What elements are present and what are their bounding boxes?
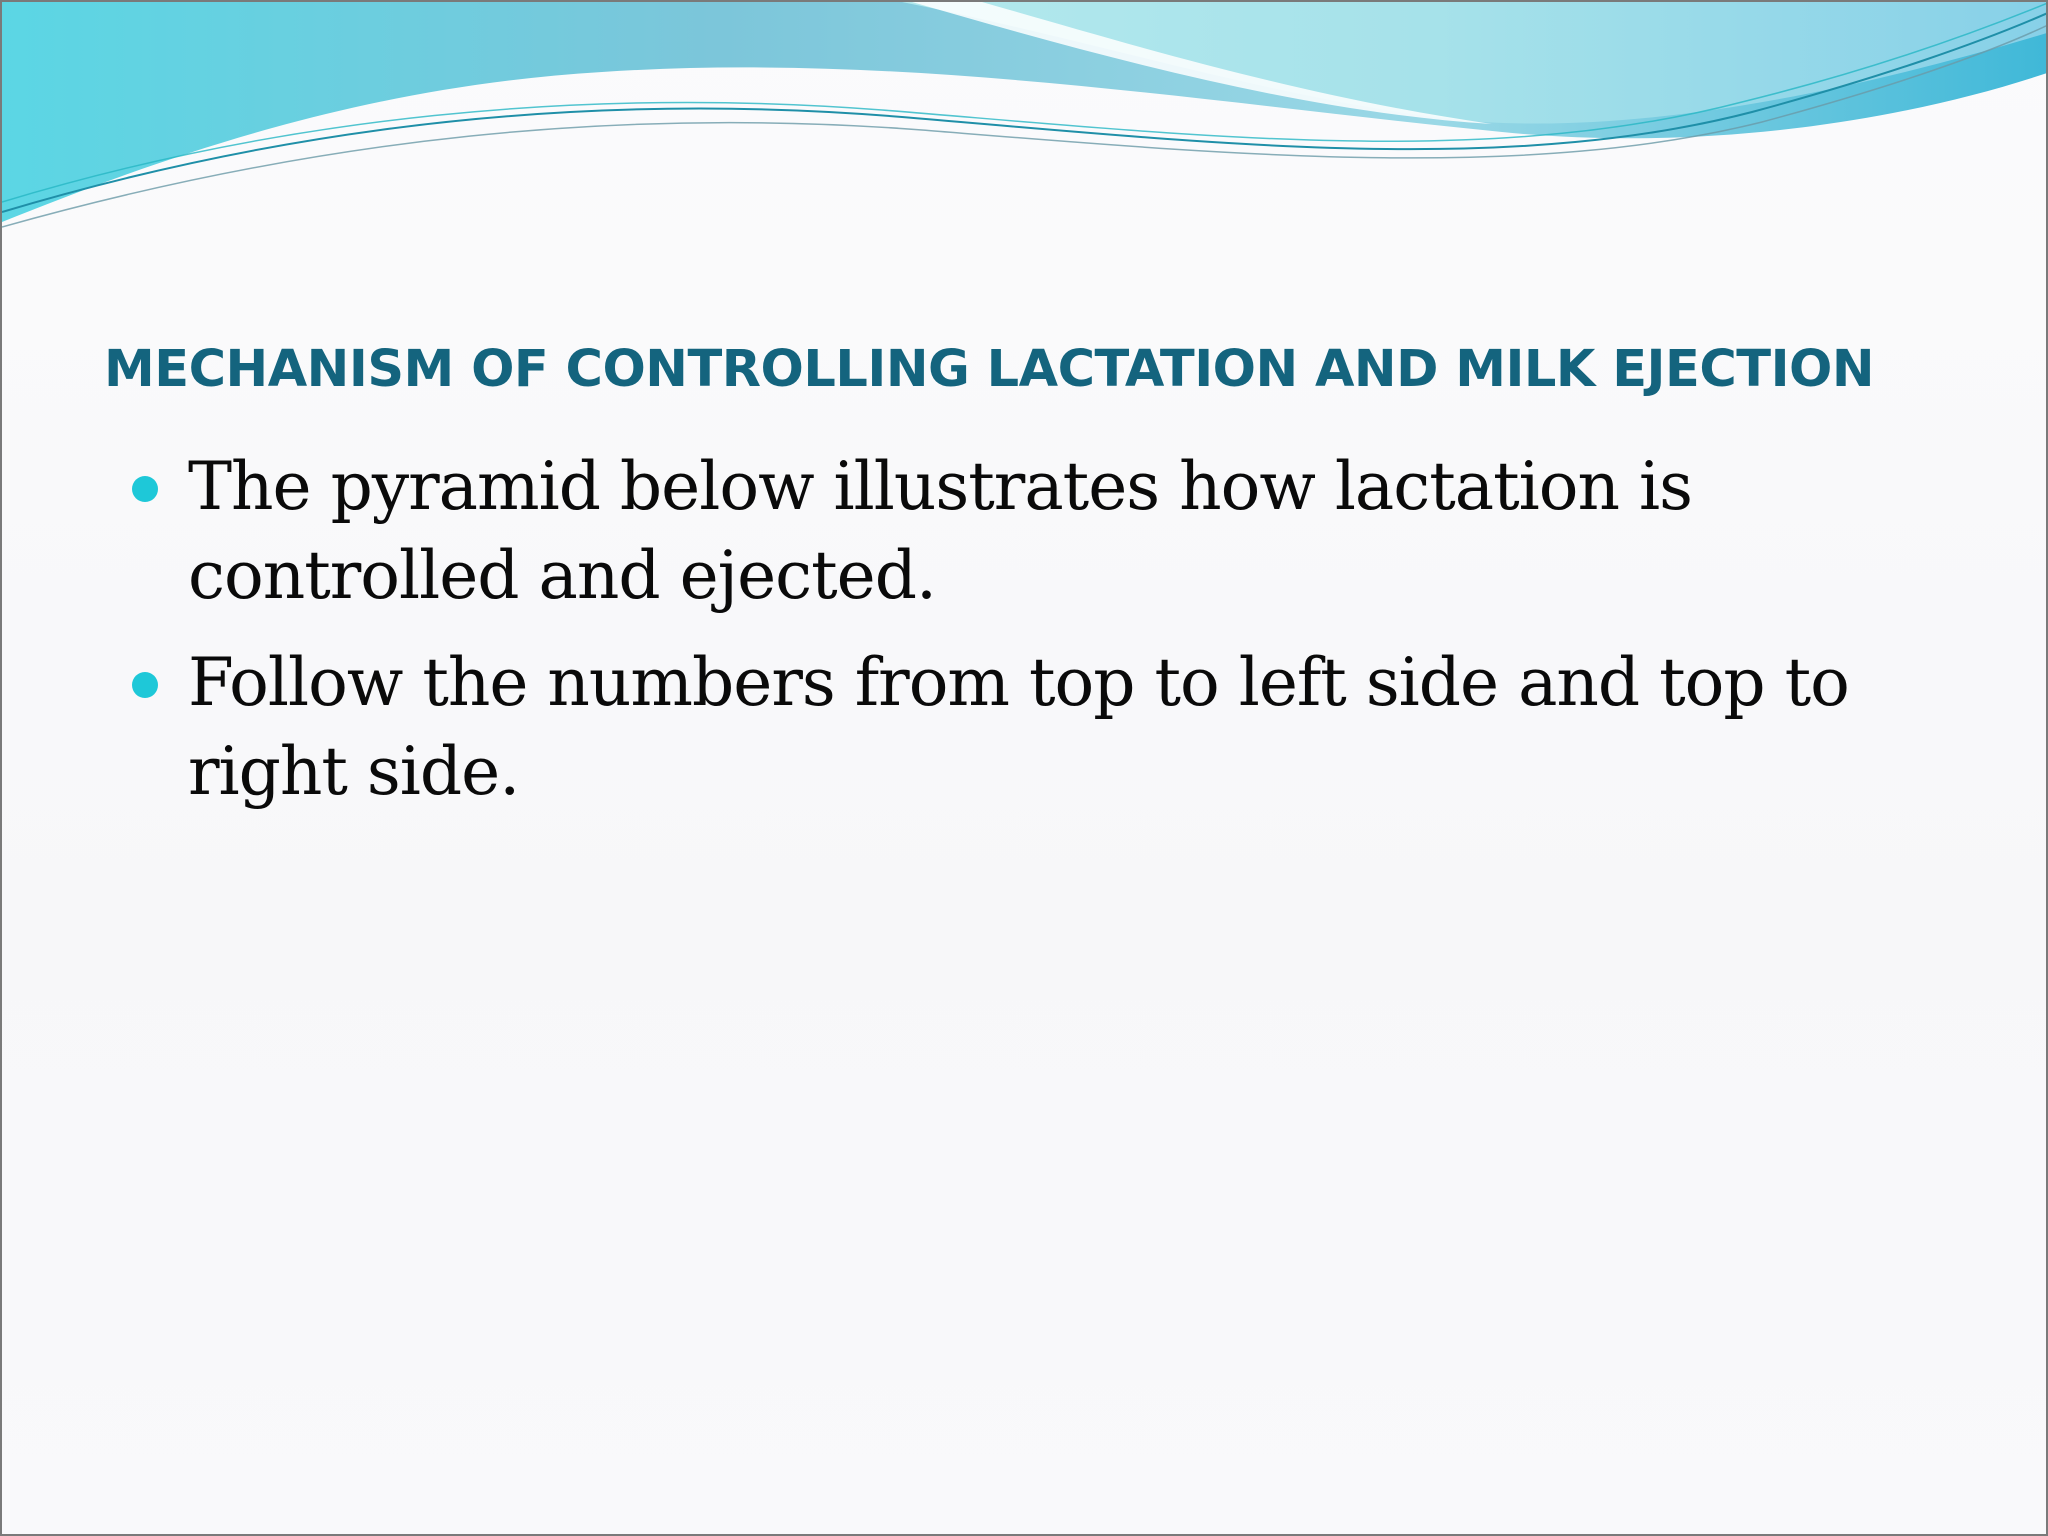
slide-title: MECHANISM OF CONTROLLING LACTATION AND MILK EJECTION [104,340,1875,399]
bullet-dot-icon [132,672,158,698]
bullet-item [132,442,1932,620]
bullet-item [132,638,1932,816]
bullet-list [132,442,1932,834]
bullet-text: Follow the numbers from top to left side and top to right side. [188,644,1849,810]
bullet-text: The pyramid below illustrates how lactation is controlled and ejected. [188,448,1692,614]
bullet-dot-icon [132,476,158,502]
wave-header-decoration [2,2,2048,242]
